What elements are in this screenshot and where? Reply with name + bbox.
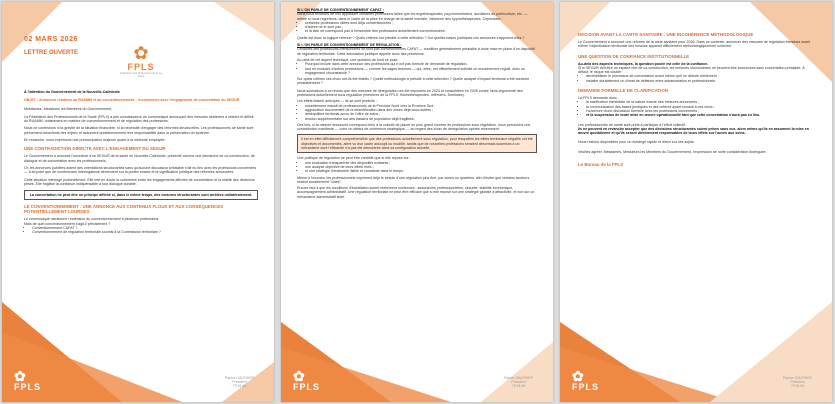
list-item: • Conventionnement de régulation territoriale soumis à la Commission territoriale ? (32, 230, 258, 234)
paragraph: Nous nous félicitons de voir apparaître certaines professions telles que les ergothérapeutes, psychomotriciens, auxiliaires de puériculture, etc. — même si nous regrettons, dans le cadre de la prise en charge de la santé mentale, l'absence des hypnothérapeutes. Cependant : (297, 12, 528, 21)
paragraph: Nous restons disponibles pour un échange rapide et direct sur ces sujets. (578, 140, 695, 145)
signature (783, 376, 812, 388)
list-item: • et la suspension de toute mise en œuvre opérationnelle tant que cette concertation n'aura pas eu lieu. (586, 113, 816, 117)
signature-name: Patrice GAUTHIER (503, 376, 533, 380)
fpls-logo-subtitle: Fédération des Professionnels de La Santé (119, 72, 163, 78)
highlight-box: Il est en effet difficilement compréhensible que des professions actuellement sous régulation, pour lesquelles les effets territoriaux négatifs ont été objectivés et documentés, aient vu leur cadre assoupli ou modifié, tandis que de nouvelles professions seraient désormais soumises à un mécanisme dont l'efficacité n'a pas été démontrée dans sa configuration actuelle. (297, 134, 537, 153)
objet: OBJET : Annonces relatives au RUAMM et au conventionnement – Incohérence avec l'engagement de concertation du SEGUR (24, 98, 240, 103)
signature-phone: 75 54 66 (790, 384, 805, 388)
paragraph: Or, les annonces publiées actent des orientations structurantes sans qu'aucune discussion préalable n'ait eu lieu avec les professions concernées — à tel point que de nombreuses interrogations demeurent sur la portée exacte et la signification juridique des réformes annoncées. (24, 165, 257, 175)
section-heading: SI L'ON PARLE DE CONVENTIONNEMENT CAFAT : (297, 8, 384, 12)
footer-logo-text: FPLS (14, 382, 42, 392)
signature (225, 376, 254, 388)
paragraph: Si le SEGUR doit être un espace réel de co-construction, les mesures structurantes ne peuvent être annoncées sans concertation préalable. À défaut, le risque est double : (578, 65, 805, 75)
paragraph: Nous souhaitons à ce niveau que des mesures de dérégulation ont été imposées en 2024 et consolidées en 2025 contre l'avis argumenté des professions actuellement sous régulation (membres de la FPLS, Kinésithérapeutes, Infirmiers, Dentistes). (297, 88, 523, 98)
paragraph: Quelle est donc la logique retenue ? Quels critères ont présidé à cette sélection ? Sur quelles bases juridiques ces annonces s'appuient-elles ? (297, 35, 525, 40)
paragraph: Même à Nouméa, les professionnels expriment déjà le besoin d'une régulation plus fine, par zones ou quartiers, afin d'éviter que certains secteurs restent durablement "vides". (297, 175, 530, 184)
signature-role: Président (232, 380, 247, 384)
bullet-list (297, 21, 537, 34)
signature-name: Patrice GAUTHIER (224, 376, 254, 380)
paragraph: Les effets étaient anticipés — ils se sont produits : (297, 99, 377, 104)
section-heading: SI L'ON PARLE DE CONVENTIONNEMENT DE RÉGULATION : (297, 43, 402, 48)
list-item: • Conventionnement CAFAT ? (32, 226, 258, 230)
quote-box: La concertation ne peut être un principe affiché si, dans le même temps, des mesures structurantes sont arrêtées unilatéralement. (24, 190, 258, 200)
list-item: • la communication des bases juridiques et des critères ayant conduit à ces choix ; (586, 105, 816, 109)
fpls-logo-name: FPLS (127, 62, 155, 72)
footer-logo-text: FPLS (572, 382, 600, 392)
paragraph: Dès lors, si la mesure annoncée correspond bien à la volonté de placer un plus grand nombre de professions sous régulation, nous percevons une contradiction manifeste — voire un défaut de cohérence stratégique — au regard des choix de dérégulation opérés récemment. (297, 122, 531, 132)
letter-page-2 (281, 2, 553, 402)
footer-logo-icon: ✿ (14, 368, 27, 384)
footer-logo-icon: ✿ (293, 368, 306, 384)
footer-logo-icon: ✿ (572, 368, 585, 384)
paragraph: Encore faut-il que les conditions d'installation soient réellement soutenues : assurances professionnelles, sécurité, stabilité économique, accompagnement administratif. Une régulation territoriale ne peut être efficace que si elle repose sur une stratégie globale d'attractivité, et non sur un mécanisme administratif isolé. (297, 186, 535, 199)
recipient: À l'attention du Gouvernement de la Nouvelle-Calédonie (24, 90, 120, 94)
list-item: • déséquilibre territorial accru de l'offre de soins ; (305, 112, 537, 116)
list-item: • certaines professions citées sont déjà conventionnées ; (305, 21, 537, 25)
section-heading: DEMANDE FORMELLE DE CLARIFICATION (578, 88, 668, 94)
signature (504, 376, 533, 388)
paragraph: En revanche, nous exprimons une préoccupation majeure quant à la méthode employée. (24, 138, 166, 143)
letter-page-3 (560, 2, 832, 402)
paragraph: Mais de quel conventionnement s'agit-il précisément ? (24, 221, 111, 226)
section-heading: UNE QUESTION DE CONFIANCE INSTITUTIONNELLE (578, 53, 690, 59)
signature-role: Président (790, 380, 805, 384)
bullet-list (24, 226, 258, 235)
list-item: • et une stratégie d'ensemble lisible et constante dans le temps. (305, 169, 537, 173)
letter-date: 02 MARS 2026 (24, 36, 78, 43)
footer-logo-text: FPLS (293, 382, 321, 392)
paragraph: La FPLS demande donc : (578, 96, 619, 101)
bullet-list (578, 74, 816, 83)
paragraph: Au-delà des aspects techniques, la question posée est celle de la confiance. (578, 61, 709, 66)
list-item: • la clarification immédiate de la nature exacte des mesures annoncées ; (586, 100, 816, 104)
signature-role: Président (511, 380, 526, 384)
footer-logo (572, 370, 599, 392)
list-item: • et la liste ne correspond pas à l'ensemble des professions actuellement conventionnées. (305, 29, 537, 33)
paragraph: Le communiqué mentionne l'extension du conventionnement à plusieurs professions. (24, 217, 160, 222)
list-item: • tout en excluant d'autres professions — comme les sages-femmes — qui, elles, ont officiellement sollicité un encadrement régulé, avec un engagement circonstancié ? (305, 67, 537, 76)
list-item: • l'ouverture d'une discussion formelle avec les professions concernées ; (586, 109, 816, 113)
list-item: • d'autres ne le sont pas ; (305, 25, 537, 29)
sign-block: Le Bureau de la FPLS (578, 162, 624, 168)
paragraph: Le Gouvernement a annoncé l'ouverture d'un SEGUR de la santé en Nouvelle-Calédonie, présenté comme une démarche de co-construction, de dialogue et de concertation avec les professionnels. (24, 154, 255, 163)
paragraph: Cette situation interroge profondément. Elle met en doute la cohérence entre les engagements affichés de concertation et la réalité des décisions prises. Elle fragilise la confiance indispensable à tout dialogue durable. (24, 177, 255, 186)
list-item: • Pourquoi inclure dans cette annonce des professions qui n'ont pas formulé de demande de régulation, (305, 62, 537, 66)
paragraph: Sur quels critères ces choix ont-ils été établis ? Quelle méthodologie a présidé à cette sélection ? Quelle analyse d'impact territorial a été conduite préalablement ? (297, 77, 530, 86)
bullet-list (297, 161, 537, 174)
section-heading: LE CONVENTIONNEMENT : UNE ANNONCE AUX CONTENUS FLOUS ET AUX CONSÉQUENCES POTENTIELLEMENT LOURDES (24, 204, 224, 215)
list-item: • décrédibiliser le processus de concertation avant même qu'il ne débute réellement ; (586, 74, 816, 78)
paragraph: Le Gouvernement a annoncé une réforme de la carte sanitaire pour 2026. Dans ce contexte, annoncer des mesures de régulation étendues avant même l'objectivation territoriale des besoins apparaît difficilement méthodologiquement cohérent. (578, 40, 811, 49)
list-item: • une évaluation transparente des dispositifs existants ; (305, 161, 537, 165)
letter-body-3 (578, 32, 816, 167)
footer-logo (14, 370, 41, 392)
paragraph: Ils ne peuvent en revanche accepter que des décisions structurantes soient prises sans eux, alors même qu'ils en assument la mise en œuvre quotidienne et qu'ils seront directement responsables de leurs effets sur l'accès aux soins. (578, 126, 809, 136)
section-heading: DÉCISION AVANT LA CARTE SANITAIRE : UNE INCOHÉRENCE MÉTHODOLOGIQUE (578, 32, 754, 37)
list-item: • une analyse objective de leurs effets réels ; (305, 165, 537, 169)
letter-type: LETTRE OUVERTE (24, 50, 79, 56)
salutation: Mesdames, Messieurs les Membres du Gouvernement, (24, 106, 113, 111)
letter-page-1 (2, 2, 274, 402)
signature-phone: 75 54 66 (511, 384, 526, 388)
paragraph: La Fédération des Professionnels de la Santé (FPLS) a pris connaissance du communiqué annonçant des mesures destinées à réduire le déficit du RUAMM, notamment en matière de conventionnement et de régulation des professions. (24, 114, 254, 124)
signature-phone: 75 54 66 (232, 384, 247, 388)
fpls-logo (118, 44, 164, 78)
bullet-list (297, 104, 537, 121)
paragraph: Veuillez agréer, Mesdames, Messieurs les Membres du Gouvernement, l'expression de notre considération distinguée. (578, 149, 767, 154)
paragraph: Au-delà de cet aspect technique, une question de fond se pose : (297, 57, 400, 62)
list-item: • installer durablement un climat de défiance entre administration et professionnels. (586, 79, 816, 83)
paragraph: Une politique de régulation ne peut être crédible que si elle repose sur : (297, 156, 411, 161)
bullet-list (578, 100, 816, 117)
letter-body-1 (24, 90, 258, 235)
paragraph: Nous ne contestons ni la gravité de la situation financière, ni la nécessité d'engager des réformes structurelles. Les professionnels de santé sont pleinement conscients des enjeux et assument quotidiennement leur responsabilité dans la préservation du système. (24, 126, 254, 135)
footer-logo (293, 370, 320, 392)
signature-name: Patrice GAUTHIER (782, 376, 812, 380)
letter-body-2 (297, 8, 537, 199)
bullet-list (297, 62, 537, 75)
fpls-logo-icon: ✿ (133, 43, 149, 63)
list-item: • tension supplémentaire sur des bassins de population déjà fragilisés. (305, 117, 537, 121)
list-item: • ruissellement massif de professionnels de la Province Nord vers la Province Sud ; (305, 104, 537, 108)
section-heading: UNE CONTRADICTION DIRECTE AVEC L'ENGAGEMENT DU SEGUR (24, 146, 166, 152)
paragraph: Les professionnels de santé sont prêts à participer à l'effort collectif. (578, 122, 686, 127)
list-item: • aggravation documentée de la désertification dans des zones déjà sous-dotées ; (305, 108, 537, 112)
paragraph: Certaines des professions mentionnées ne sont pas conventionnées CAFAT — condition généralement préalable à toute mise en place d'un dispositif de régulation territoriale. Cette articulation juridique appelle donc des précisions. (297, 47, 535, 56)
